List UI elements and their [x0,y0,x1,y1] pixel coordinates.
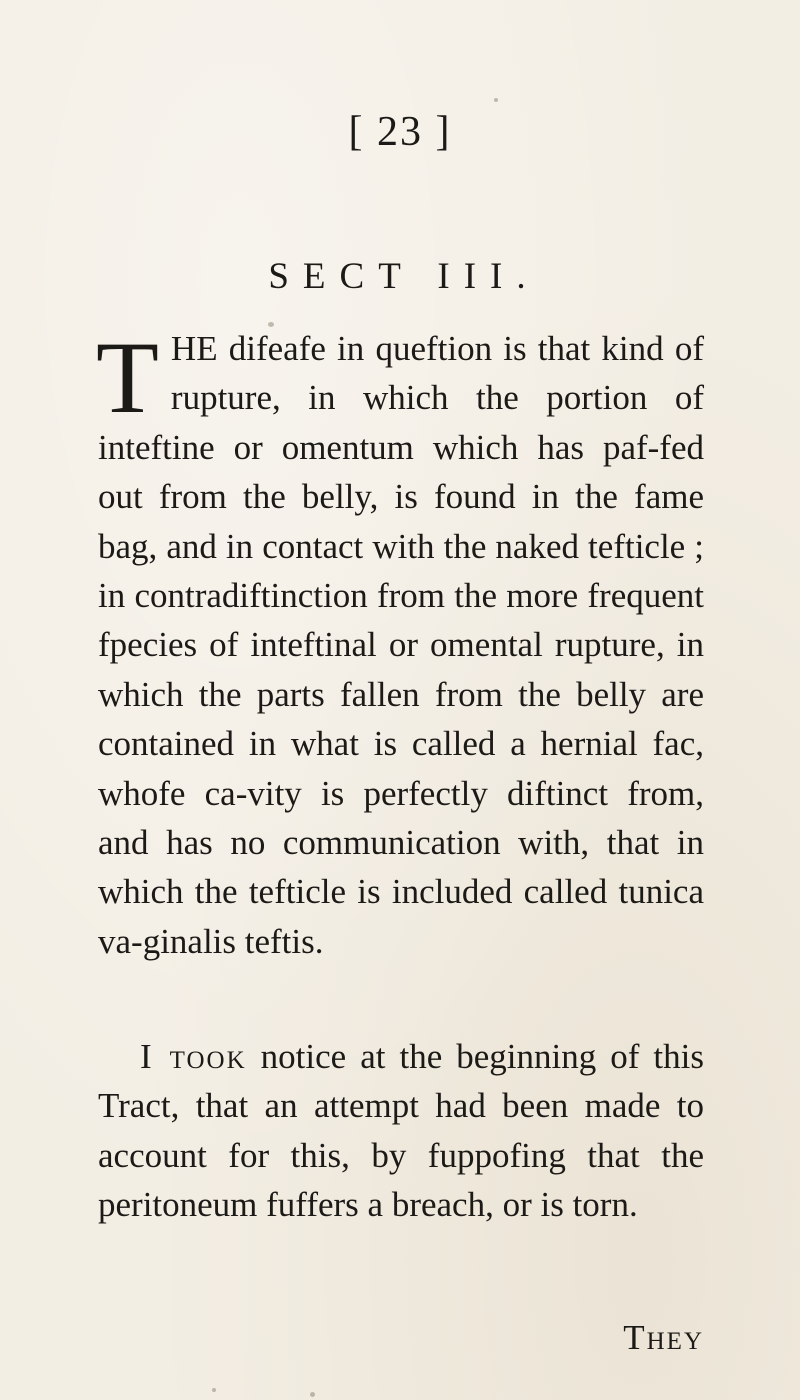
drop-cap: T [96,321,159,435]
paper-speck [494,98,498,102]
paper-speck [310,1392,315,1397]
paragraph-2-lead-word: I took [140,1037,247,1076]
paragraph-1 [96,321,704,966]
section-heading: SECT III. [268,256,540,297]
paragraph-1-text: HE difeafe in queftion is that kind of rupture, in which the portion of inteftine or omentum which has paf-fed out from the belly, is found in the fame bag, and in contact with the naked tefticle ; in contradiftinction from the more frequent fpecies of inteftinal or omental rupture, in which the parts fallen from the belly are contained in what is called a hernial fac, whofe ca-vity is perfectly diftinct from, and has no communication with, that in which the tefticle is included called tunica va-ginalis teftis. [98,329,704,961]
paper-speck [212,1388,216,1392]
paragraph-2 [98,1032,704,1230]
paper-speck [268,322,274,327]
catchword: They [623,1318,704,1357]
page-number: [ 23 ] [348,109,452,155]
paragraph-2-text: notice at the beginning of this Tract, that an attempt had been made to account for this, by fuppofing that the peritoneum fuffers a breach, or is torn. [98,1037,704,1225]
